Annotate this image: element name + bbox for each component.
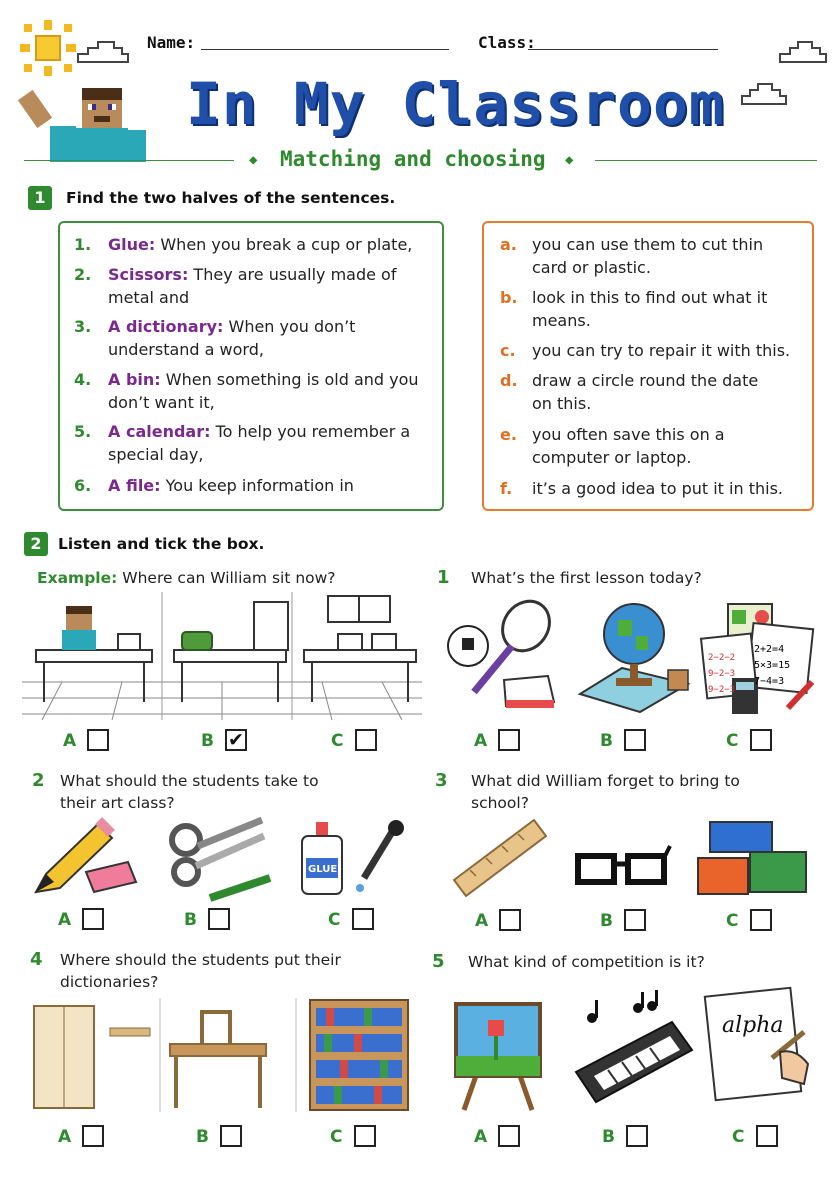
- section-instruction: Listen and tick the box.: [58, 535, 265, 553]
- glue-dropper-icon: [298, 818, 410, 898]
- tick-box[interactable]: [498, 729, 520, 751]
- sentence-half-item: e. you often save this on a computer or laptop.: [500, 425, 725, 467]
- tick-box[interactable]: [750, 729, 772, 751]
- svg-text:7−4=3: 7−4=3: [754, 676, 785, 687]
- tick-box[interactable]: [82, 908, 104, 930]
- option-c[interactable]: C: [330, 1125, 380, 1149]
- tick-box[interactable]: [355, 729, 377, 751]
- class-label: Class:: [478, 33, 536, 52]
- question-1: 1 What’s the first lesson today?: [437, 567, 702, 588]
- tick-box[interactable]: [208, 908, 230, 930]
- sun-icon: [18, 18, 78, 78]
- tick-box[interactable]: [626, 1125, 648, 1147]
- handwriting-paper-icon: [704, 988, 818, 1104]
- pencil-eraser-icon: [32, 820, 142, 898]
- section-number: 1: [28, 186, 52, 210]
- tick-box[interactable]: [624, 909, 646, 931]
- option-a[interactable]: A: [474, 1125, 524, 1149]
- sentence-half-item: 6. A file: You keep information in: [74, 476, 354, 495]
- class-field[interactable]: [528, 49, 718, 50]
- sentence-half-item: 4. A bin: When something is old and you don’t want it,: [74, 370, 419, 412]
- option-b[interactable]: B ✔: [201, 729, 251, 753]
- option-c[interactable]: C: [726, 729, 776, 753]
- tick-box[interactable]: [82, 1125, 104, 1147]
- sentence-half-item: 5. A calendar: To help you remember a special day,: [74, 422, 411, 464]
- page-title: In My Classroom: [186, 70, 725, 138]
- name-field[interactable]: [201, 49, 449, 50]
- page-subtitle: Matching and choosing: [280, 147, 546, 171]
- globe-map-icon: [574, 598, 694, 718]
- classroom-desks-illustration: [22, 592, 422, 720]
- sentence-half-item: b. look in this to find out what it means.: [500, 288, 768, 330]
- cloud-icon: [72, 36, 134, 66]
- tick-box[interactable]: [498, 1125, 520, 1147]
- tick-box[interactable]: [499, 909, 521, 931]
- cloud-icon: [738, 80, 790, 108]
- option-a[interactable]: A: [58, 908, 108, 932]
- glue-label: [306, 860, 342, 876]
- sentence-half-item: a. you can use them to cut thin card or plastic.: [500, 235, 764, 277]
- example-question: Example: Where can William sit now?: [37, 569, 336, 587]
- svg-text:2+2=4: 2+2=4: [754, 644, 785, 655]
- section-number: 2: [24, 532, 48, 556]
- option-a[interactable]: A: [475, 909, 525, 933]
- tick-box[interactable]: [624, 729, 646, 751]
- sentence-half-item: 3. A dictionary: When you don’t understand a word,: [74, 317, 356, 359]
- section-instruction: Find the two halves of the sentences.: [66, 189, 396, 207]
- question-5: 5 What kind of competition is it?: [432, 951, 705, 972]
- diamond-icon: ◆: [249, 152, 258, 168]
- cupboard-desk-bookcase-illustration: [24, 998, 416, 1116]
- option-c[interactable]: C: [732, 1125, 782, 1149]
- option-b[interactable]: B: [196, 1125, 246, 1149]
- tick-box[interactable]: [756, 1125, 778, 1147]
- tick-box[interactable]: ✔: [225, 729, 247, 751]
- option-b[interactable]: B: [600, 909, 650, 933]
- svg-text:alpha: alpha: [722, 1013, 784, 1038]
- tick-box[interactable]: [220, 1125, 242, 1147]
- tick-box[interactable]: [354, 1125, 376, 1147]
- glasses-icon: [572, 840, 672, 896]
- scissors-icon: [164, 814, 278, 902]
- tick-box[interactable]: [352, 908, 374, 930]
- option-c[interactable]: C: [328, 908, 378, 932]
- svg-text:9−2−3: 9−2−3: [708, 685, 736, 695]
- cloud-icon: [776, 38, 830, 66]
- divider: [24, 160, 234, 161]
- sentence-half-item: f. it’s a good idea to put it in this.: [500, 479, 783, 498]
- left-halves-box: [58, 221, 444, 511]
- option-c[interactable]: C: [726, 909, 776, 933]
- ruler-icon: [450, 816, 550, 900]
- painting-easel-icon: [448, 990, 548, 1112]
- question-2: 2 What should the students take to their art class?: [32, 770, 319, 812]
- divider: [595, 160, 817, 161]
- football-racket-trainers-icon: [444, 600, 564, 718]
- name-label: Name:: [147, 33, 196, 52]
- svg-text:GLUE: GLUE: [308, 864, 338, 875]
- question-4: 4 Where should the students put their dictionaries?: [30, 949, 341, 991]
- diamond-icon: ◆: [565, 152, 574, 168]
- maths-card-text: [752, 638, 812, 698]
- svg-text:9−2−3: 9−2−3: [708, 669, 736, 679]
- tick-box[interactable]: [87, 729, 109, 751]
- keyboard-music-icon: [572, 992, 696, 1106]
- option-b[interactable]: B: [600, 729, 650, 753]
- maths-card-text: [706, 648, 752, 700]
- sentence-half-item: 1. Glue: When you break a cup or plate,: [74, 235, 413, 254]
- sentence-half-item: 2. Scissors: They are usually made of metal and: [74, 265, 397, 307]
- question-3: 3 What did William forget to bring to school?: [435, 770, 740, 812]
- sentence-half-item: c. you can try to repair it with this.: [500, 341, 791, 360]
- right-halves-box: [482, 221, 814, 511]
- option-b[interactable]: B: [184, 908, 234, 932]
- option-a[interactable]: A: [58, 1125, 108, 1149]
- option-a[interactable]: A: [474, 729, 524, 753]
- books-icon: [694, 814, 810, 900]
- sentence-half-item: d. draw a circle round the date on this.: [500, 371, 759, 413]
- option-a[interactable]: A: [63, 729, 113, 753]
- option-b[interactable]: B: [602, 1125, 652, 1149]
- tick-box[interactable]: [750, 909, 772, 931]
- svg-text:5×3=15: 5×3=15: [754, 660, 791, 671]
- character-icon: [22, 86, 152, 162]
- svg-text:2−2−2: 2−2−2: [708, 653, 736, 663]
- option-c[interactable]: C: [331, 729, 381, 753]
